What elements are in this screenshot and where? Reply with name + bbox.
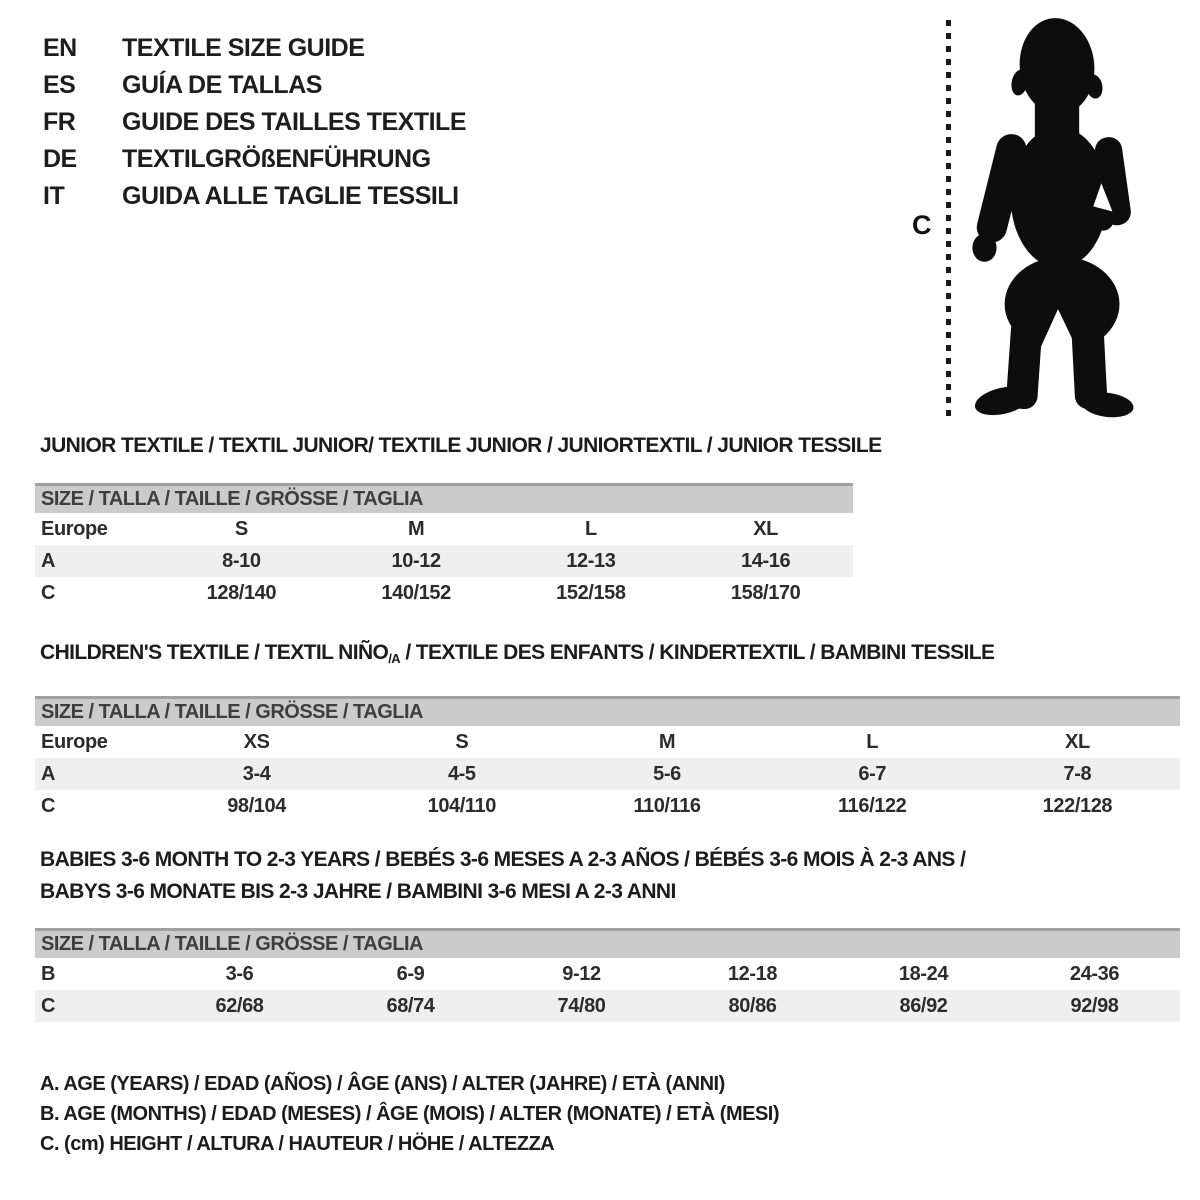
babies-section-title-line2: BABYS 3-6 MONATE BIS 2-3 JAHRE / BAMBINI 3-6 MESI A 2-3 ANNI bbox=[40, 880, 676, 903]
legend-line-c: C. (cm) HEIGHT / ALTURA / HAUTEUR / HÖHE / ALTEZZA bbox=[40, 1133, 555, 1155]
lang-label-it: GUIDA ALLE TAGLIE TESSILI bbox=[122, 182, 459, 210]
table-cell: 116/122 bbox=[838, 794, 907, 817]
table-cell: 10-12 bbox=[391, 549, 441, 572]
lang-label-en: TEXTILE SIZE GUIDE bbox=[122, 34, 365, 62]
table-cell: 12-18 bbox=[727, 962, 778, 985]
table-cell: 24-36 bbox=[1069, 962, 1120, 985]
babies-size-table bbox=[35, 928, 1180, 1022]
table-cell: 12-13 bbox=[566, 549, 616, 572]
table-cell: 8-10 bbox=[222, 549, 261, 572]
lang-code-fr: FR bbox=[43, 108, 76, 136]
table-cell: 6-7 bbox=[858, 762, 887, 785]
babies-row-months bbox=[35, 958, 1180, 990]
table-cell: XL bbox=[753, 517, 778, 540]
lang-code-de: DE bbox=[43, 145, 77, 173]
lang-row-it bbox=[43, 178, 466, 215]
table-cell: 18-24 bbox=[898, 962, 949, 985]
children-row-europe bbox=[35, 726, 1180, 758]
height-c-label: C bbox=[912, 210, 932, 240]
table-cell: 140/152 bbox=[381, 581, 451, 604]
table-cell: L bbox=[584, 517, 597, 540]
legend-line-a: A. AGE (YEARS) / EDAD (AÑOS) / ÂGE (ANS) / ALTER (JAHRE) / ETÀ (ANNI) bbox=[40, 1073, 725, 1095]
table-cell: 3-4 bbox=[242, 762, 271, 785]
table-cell: 122/128 bbox=[1042, 794, 1113, 817]
row-label: Europe bbox=[41, 517, 108, 540]
lang-label-fr: GUIDE DES TAILLES TEXTILE bbox=[122, 108, 467, 136]
table-cell: 158/170 bbox=[730, 581, 801, 604]
junior-row-europe bbox=[35, 513, 853, 545]
language-title-block bbox=[43, 30, 466, 215]
table-cell: M bbox=[407, 517, 425, 540]
junior-row-height bbox=[35, 577, 853, 609]
table-cell: 128/140 bbox=[206, 581, 277, 604]
table-cell: S bbox=[234, 517, 248, 540]
lang-code-es: ES bbox=[43, 71, 76, 99]
table-cell: 14-16 bbox=[741, 549, 791, 572]
children-row-age bbox=[35, 758, 1180, 790]
babies-row-height bbox=[35, 990, 1180, 1022]
table-cell: 4-5 bbox=[447, 762, 476, 785]
legend-line-b: B. AGE (MONTHS) / EDAD (MESES) / ÂGE (MOIS) / ALTER (MONATE) / ETÀ (MESI) bbox=[40, 1103, 780, 1125]
table-cell: 62/68 bbox=[215, 994, 264, 1017]
lang-row-fr bbox=[43, 104, 466, 141]
children-title-post: / TEXTILE DES ENFANTS / KINDERTEXTIL / BAMBINI TESSILE bbox=[400, 641, 995, 664]
table-cell: L bbox=[866, 730, 879, 753]
children-size-header-bar: SIZE / TALLA / TAILLE / GRÖSSE / TAGLIA bbox=[35, 696, 1180, 726]
row-label: B bbox=[41, 962, 56, 985]
table-cell: 80/86 bbox=[728, 994, 777, 1017]
row-label: C bbox=[41, 581, 56, 604]
table-cell: 110/116 bbox=[633, 794, 701, 817]
table-cell: XL bbox=[1065, 730, 1090, 753]
junior-row-age bbox=[35, 545, 853, 577]
children-title-pre: CHILDREN'S TEXTILE / TEXTIL NIÑO bbox=[40, 641, 389, 664]
row-label: C bbox=[41, 994, 56, 1017]
table-cell: S bbox=[455, 730, 469, 753]
lang-code-en: EN bbox=[43, 34, 77, 62]
junior-section-title: JUNIOR TEXTILE / TEXTIL JUNIOR/ TEXTILE JUNIOR / JUNIORTEXTIL / JUNIOR TESSILE bbox=[40, 434, 882, 457]
toddler-silhouette-icon bbox=[964, 14, 1146, 422]
babies-size-header-bar: SIZE / TALLA / TAILLE / GRÖSSE / TAGLIA bbox=[35, 928, 1180, 958]
lang-code-it: IT bbox=[43, 182, 65, 210]
table-cell: 9-12 bbox=[562, 962, 601, 985]
table-cell: 86/92 bbox=[899, 994, 948, 1017]
junior-size-header-bar: SIZE / TALLA / TAILLE / GRÖSSE / TAGLIA bbox=[35, 483, 853, 513]
lang-row-en bbox=[43, 30, 466, 67]
junior-size-table bbox=[35, 483, 853, 609]
lang-row-de bbox=[43, 141, 466, 178]
babies-section-title-line1: BABIES 3-6 MONTH TO 2-3 YEARS / BEBÉS 3-6 MESES A 2-3 AÑOS / BÉBÉS 3-6 MOIS À 2-3 ANS / bbox=[40, 848, 966, 871]
table-cell: XS bbox=[243, 730, 270, 753]
children-row-height bbox=[35, 790, 1180, 822]
table-cell: 3-6 bbox=[225, 962, 254, 985]
table-cell: 92/98 bbox=[1070, 994, 1119, 1017]
lang-label-de: TEXTILGRÖßENFÜHRUNG bbox=[122, 145, 431, 173]
row-label: C bbox=[41, 794, 56, 817]
table-cell: 7-8 bbox=[1063, 762, 1092, 785]
row-label: A bbox=[41, 762, 56, 785]
height-dotted-line bbox=[946, 20, 951, 416]
table-cell: 74/80 bbox=[557, 994, 606, 1017]
row-label: A bbox=[41, 549, 56, 572]
lang-label-es: GUÍA DE TALLAS bbox=[122, 71, 322, 99]
children-title-sub: /A bbox=[388, 651, 401, 666]
children-size-table bbox=[35, 696, 1180, 822]
table-cell: M bbox=[658, 730, 676, 753]
table-cell: 6-9 bbox=[396, 962, 425, 985]
table-cell: 104/110 bbox=[427, 794, 496, 817]
row-label: Europe bbox=[41, 730, 108, 753]
children-section-title bbox=[40, 641, 994, 666]
table-cell: 152/158 bbox=[556, 581, 626, 604]
table-cell: 68/74 bbox=[386, 994, 435, 1017]
lang-row-es bbox=[43, 67, 466, 104]
table-cell: 98/104 bbox=[227, 794, 286, 817]
table-cell: 5-6 bbox=[653, 762, 681, 785]
